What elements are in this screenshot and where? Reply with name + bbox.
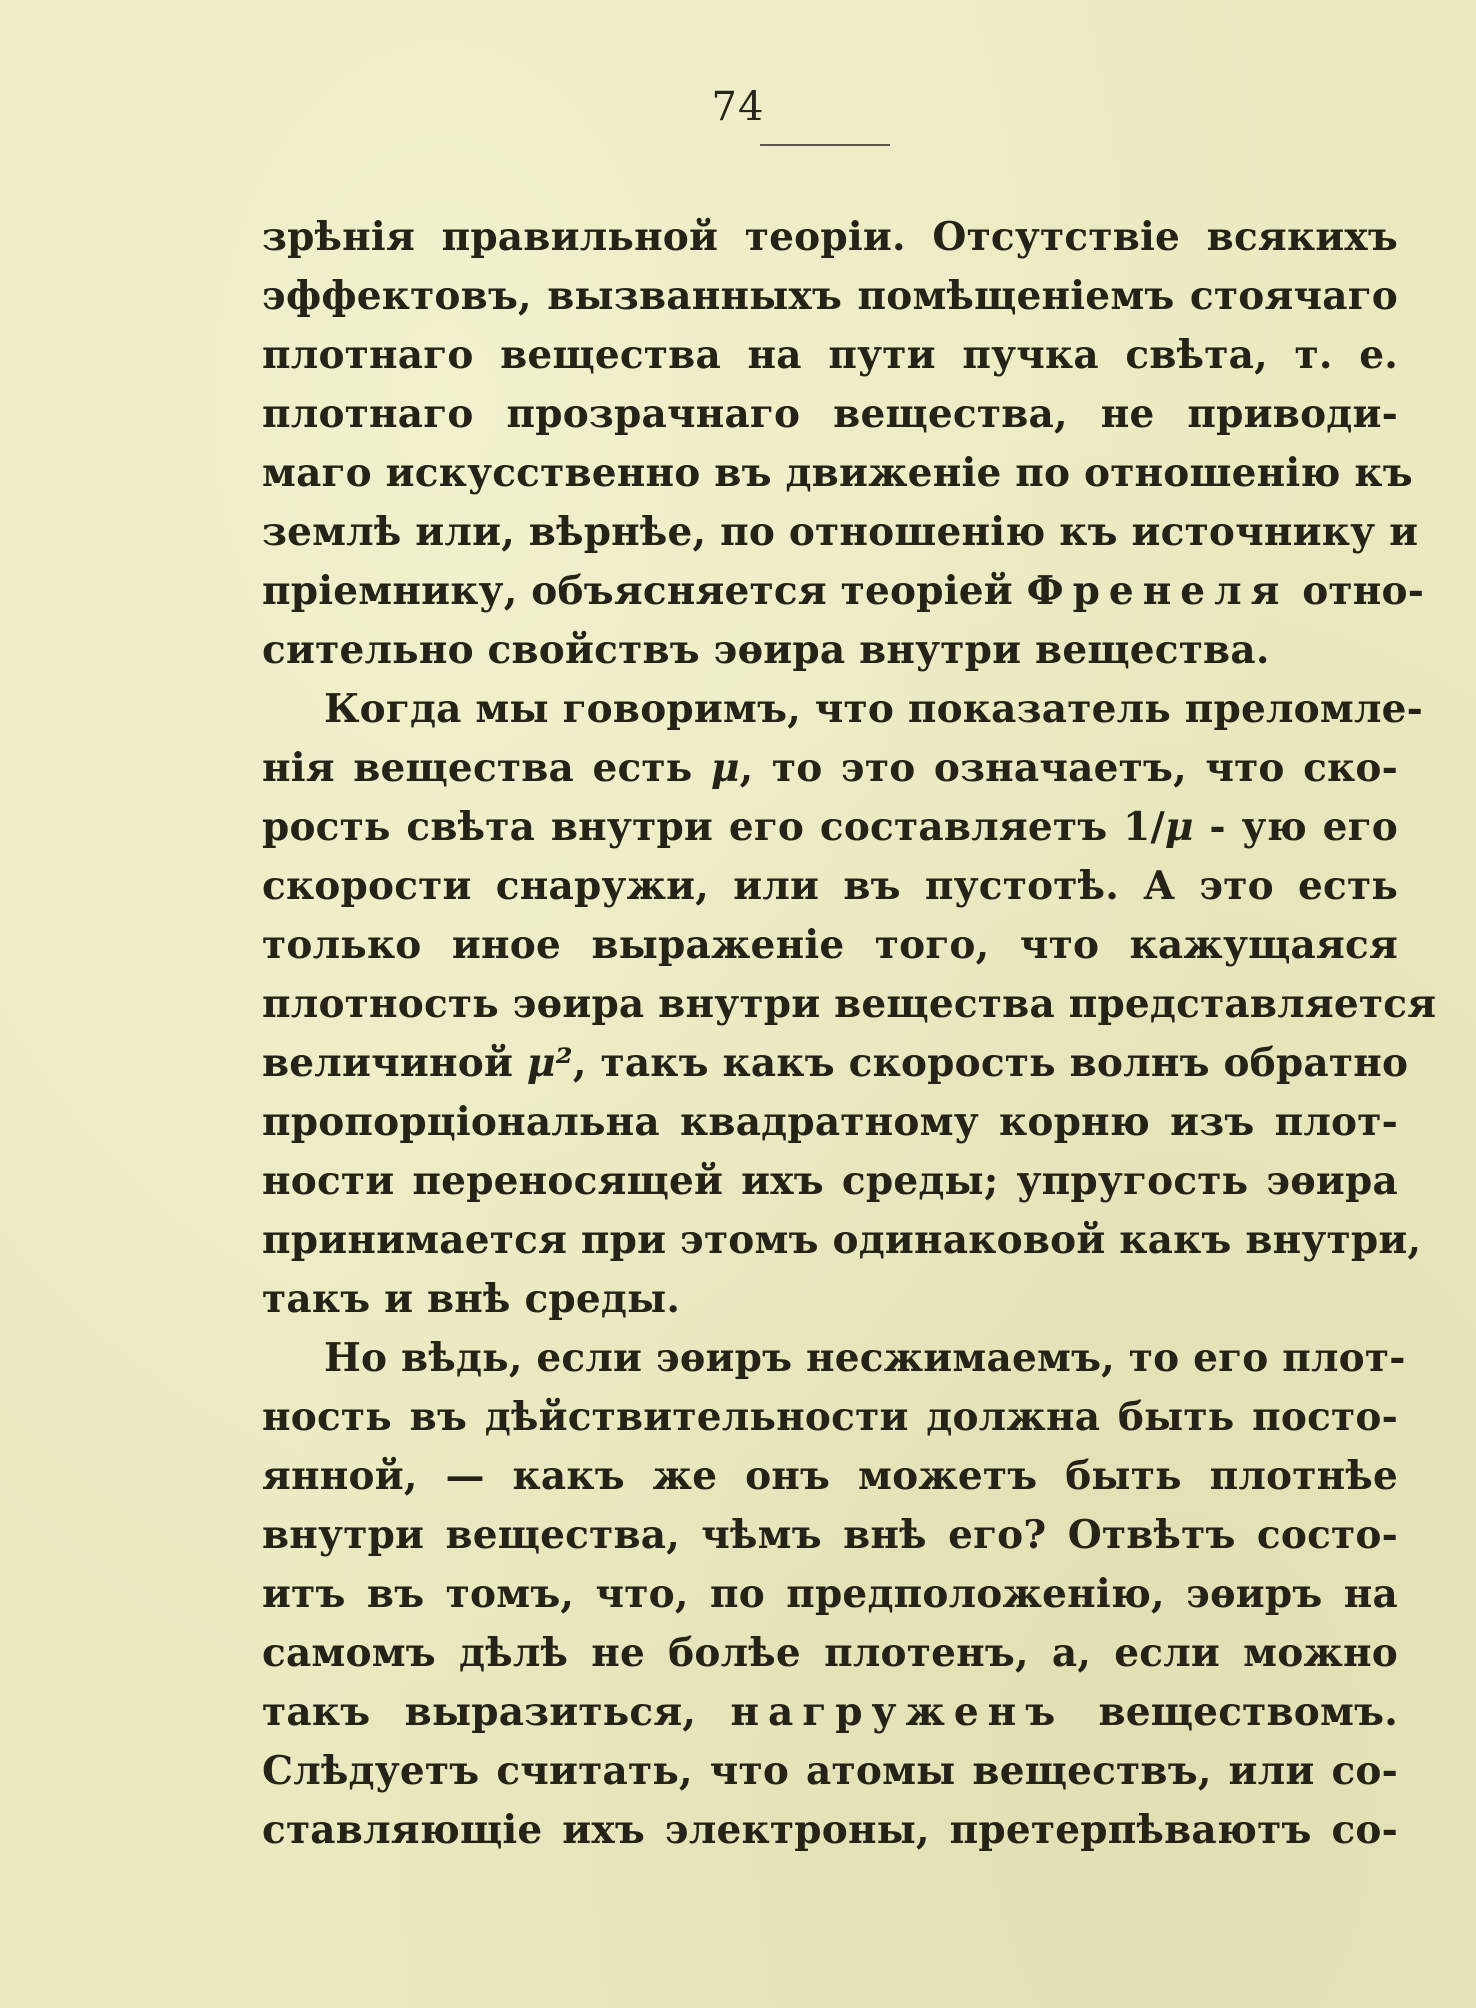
text-line: ности переносящей ихъ среды; упругость эѳира [262,1158,1398,1204]
text-line: только иное выраженіе того, что кажущаяся [262,922,1398,968]
text-segment: нія вещества есть [262,745,693,791]
text-line: ставляющіе ихъ электроны, претерпѣваютъ со- [262,1807,1398,1853]
text-line: плотнаго вещества на пути пучка свѣта, т. е. [262,332,1398,378]
text-line: маго искусственно въ движеніе по отношенію къ [262,450,1413,496]
text-line: эффектовъ, вызванныхъ помѣщеніемъ стоячаго [262,273,1398,319]
text-line: зрѣнія правильной теоріи. Отсутствіе всякихъ [262,214,1398,260]
text-segment: величиной [262,1040,514,1086]
text-segment: такъ выразиться, [262,1689,697,1735]
text-line: Слѣдуетъ считать, что атомы веществъ, или со- [262,1748,1398,1794]
mu-symbol: μ [1164,804,1194,850]
text-line: янной, — какъ же онъ можетъ быть плотнѣе [262,1453,1398,1499]
body-text [262,208,1437,1860]
text-line [262,562,1425,621]
text-line [262,1683,1398,1742]
text-line: внутри вещества, чѣмъ внѣ его? Отвѣтъ состо- [262,1512,1398,1558]
text-line: сительно свойствъ эѳира внутри вещества. [262,627,1270,673]
text-line: самомъ дѣлѣ не болѣе плотенъ, а, если можно [262,1630,1398,1676]
text-line: ность въ дѣйствительности должна быть посто- [262,1394,1398,1440]
text-segment: рость свѣта внутри его составляетъ 1/ [262,804,1165,850]
emphasized-word: нагруженъ [730,1689,1065,1735]
text-line [262,798,1398,857]
text-segment: отно- [1302,568,1425,614]
text-line: плотность эѳира внутри вещества представляется [262,981,1437,1027]
text-line: такъ и внѣ среды. [262,1276,681,1322]
text-line: землѣ или, вѣрнѣе, по отношенію къ источнику и [262,509,1419,555]
text-segment: пріемнику, объясняется теоріей [262,568,1013,614]
emphasized-name: Френеля [1026,568,1289,614]
text-line: принимается при этомъ одинаковой какъ внутри, [262,1217,1422,1263]
text-line [262,739,1398,798]
text-line: плотнаго прозрачнаго вещества, не приводи- [262,391,1398,437]
text-line: итъ въ томъ, что, по предположенію, эѳиръ на [262,1571,1398,1617]
text-line [262,1034,1409,1093]
mu-squared-symbol: μ² [526,1040,573,1086]
text-segment: - ую его [1193,804,1398,850]
text-line: пропорціональна квадратному корню изъ плот- [262,1099,1398,1145]
text-line: скорости снаружи, или въ пустотѣ. А это есть [262,863,1398,909]
text-line: Когда мы говоримъ, что показатель преломле- [324,686,1424,732]
text-segment: , то это означаетъ, что ско- [739,745,1399,791]
header-rule [760,144,890,146]
mu-symbol: μ [710,745,740,791]
page-number: 74 [711,84,765,130]
text-segment: веществомъ. [1098,1689,1398,1735]
text-segment: , такъ какъ скорость волнъ обратно [572,1040,1409,1086]
text-line: Но вѣдь, если эѳиръ несжимаемъ, то его плот- [324,1335,1406,1381]
